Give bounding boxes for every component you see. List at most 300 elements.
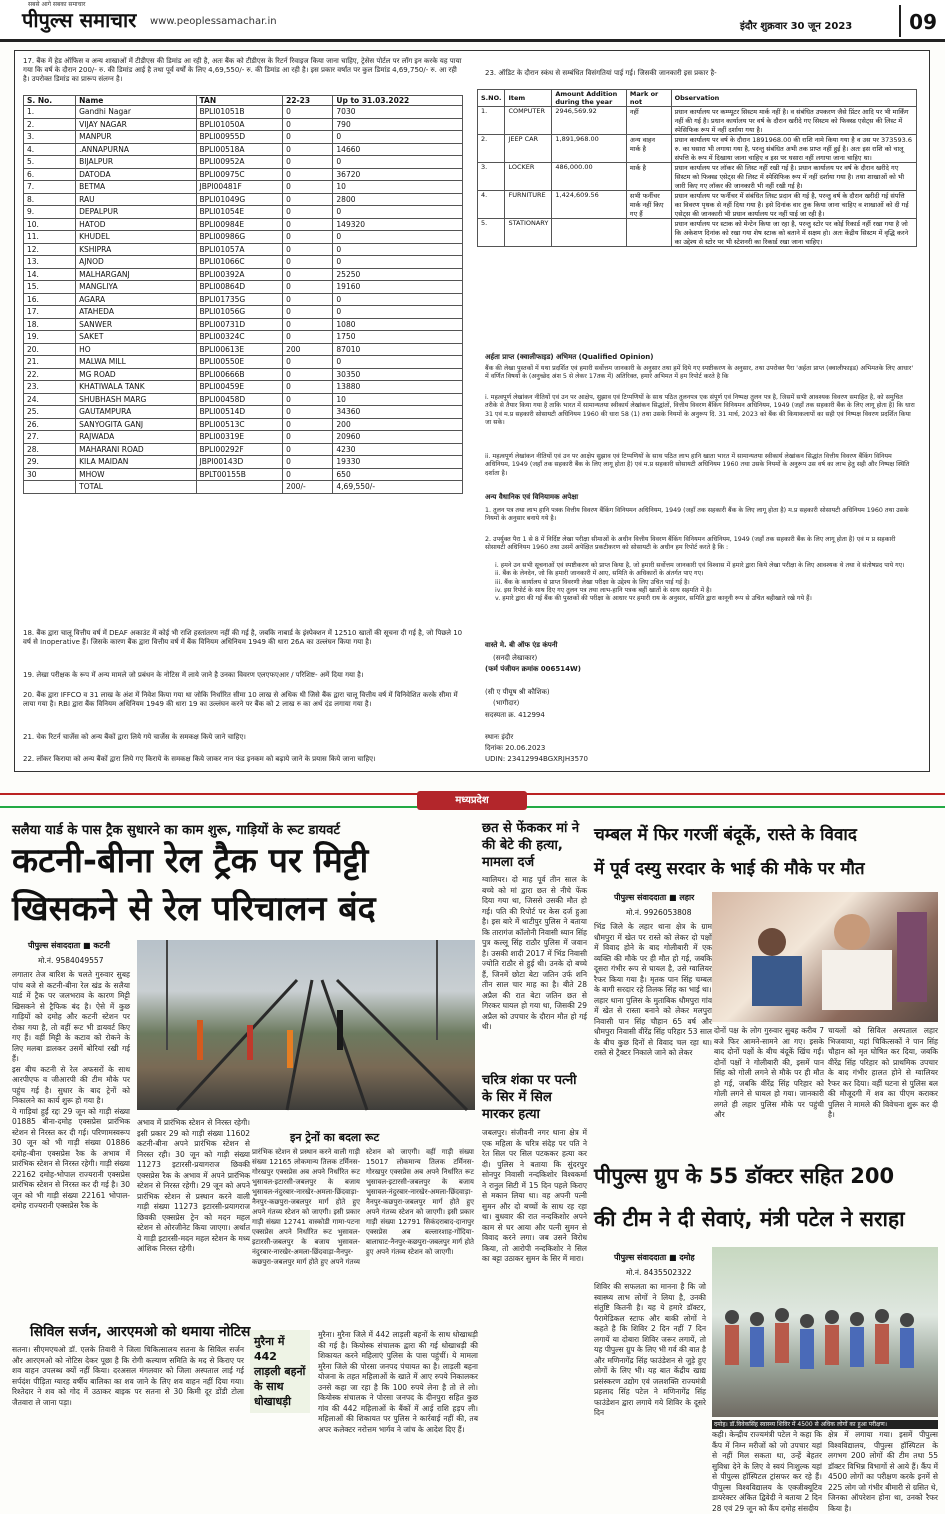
table-cell: 200 — [333, 418, 463, 431]
story3-headline: चरित्र शंका पर पत्नी के सिर में सिल मारकर हत्या — [482, 1073, 577, 1122]
table-cell: 0 — [333, 293, 463, 306]
table-cell: 10 — [333, 181, 463, 194]
story6-body: सतना। सीएमएचओ डॉ. एलके तिवारी ने जिला चिकित्सालय सतना के सिविल सर्जन और आरएमओ को नोटिस देकर पूछा है कि रोगी कल्याण समिति के मद से किराए पर शव वाहन उपलब्ध क्यों नहीं किया। दरअसल मंगलवार को जिला अस्पताल लाई गई सर्पदंश पीड़िता ग्यारह वर्षीय बालिका का शव जाने के लिए शव वाहन नहीं दिया गया। रिश्तेदार ने शव को गोद में उठाकर बाइक पर सतना से 30 किमी दूर डोंडी टोला जैतवारा ले जाना पड़ा। — [12, 1345, 244, 1407]
note-21: 21. चेक रिटर्न चार्जेस को अन्य बैंकों द्वारा लिये गये चार्जेस के समकक्ष किये जाने चाहिए। — [23, 733, 246, 741]
table-cell: 0 — [283, 281, 333, 294]
table-cell: 0 — [283, 431, 333, 444]
table-cell: AGARA — [76, 293, 196, 306]
table-row — [24, 456, 463, 469]
table-cell: 27. — [24, 431, 76, 444]
table-cell: BPLI01054E — [196, 206, 283, 219]
firm-sub: (सनदी लेखाकार) — [493, 654, 538, 662]
table-cell: ATAHEDA — [76, 306, 196, 319]
table-cell: 21. — [24, 356, 76, 369]
table-cell: 1,891,968.00 — [552, 135, 627, 163]
qualified-opinion-ii: ii. महत्वपूर्ण लेखांकन नीतियों एवं उन पर आक्षेप सुझाव एवं टिप्पणियों के साथ पठित लाभ हानि खाता भारत में सामान्यतया स्वीकार्य लेखांकन सिद्धांत वित्तीय विवरण बैंकिंग विनियम अधिनियम, 1949 (जहाँ तक सहकारी बैंक के लिए लागू होता है) एवं म.प्र सहकारी सोसायटी अधिनियम 1960 तथा उसके नियमों के अनुरूप उस वर्ष का लाभ हेतु सही और निष्पक्ष स्थिति दर्शाता है। — [485, 453, 910, 477]
table-cell: SAKET — [76, 331, 196, 344]
table-cell: DEPALPUR — [76, 206, 196, 219]
table-cell: STATIONARY — [505, 219, 552, 247]
table-cell: 10 — [333, 393, 463, 406]
table-cell: 8. — [24, 193, 76, 206]
table-row — [24, 118, 463, 131]
table-cell: 0 — [283, 331, 333, 344]
table-row — [24, 431, 463, 444]
story1-mobile: मो.नं. 9584049557 — [38, 956, 104, 965]
column-header: S. No. — [24, 96, 76, 106]
site-url[interactable]: www.peoplessamachar.in — [150, 16, 277, 27]
table-row — [24, 418, 463, 431]
table-cell: 5. — [24, 156, 76, 169]
table-cell: LOCKER — [505, 163, 552, 191]
rail-track-illustration — [137, 940, 475, 1110]
table-cell: प्रधान कार्यालय पर फर्नीचर में संबंधित लिस्ट प्रदान की गई है, परन्तु वर्ष के दौरान खरीदी गई संपत्ति का विवरण पृथक से नहीं दिया गया है। इसे दिनांक वार तुक किया जाना चाहिए व शाखाओं को दी गई एसेट्स की जानकारी भी प्रधान कार्यालय पर नहीं पाई जा रही है। — [671, 191, 916, 219]
table-cell: 4230 — [333, 443, 463, 456]
table-cell: BPLT00155B — [196, 468, 283, 481]
table-cell: 0 — [283, 318, 333, 331]
story5-body-3: क्षेत्र में लगाया गया। इसमें पीपुल्स विश्वविद्यालय, पीपुल्स हॉस्पिटल के लगभग 200 लोगों की टीम तथा 55 डॉक्टर विभिन्न विभागों से आये हैं। कैंप में 4500 लोगों का परीक्षण करके इनमें से 225 लोग जो गंभीर बीमारी से ग्रसित थे, जिनका ऑपरेशन होना था, उनको रैफर किया है। — [828, 1430, 938, 1513]
table-cell: KHATIWALA TANK — [76, 381, 196, 394]
table-cell: 11. — [24, 231, 76, 244]
table-row — [24, 306, 463, 319]
table-cell: 6. — [24, 168, 76, 181]
table-cell: 1. — [24, 106, 76, 119]
table-row — [24, 343, 463, 356]
column-header: 22-23 — [283, 96, 333, 106]
table-cell: 149320 — [333, 218, 463, 231]
story5-photo-health-camp — [712, 1247, 938, 1417]
table-cell: BPLI00613E — [196, 343, 283, 356]
table-cell: SHUBHASH MARG — [76, 393, 196, 406]
table-cell: BPLI00513C — [196, 418, 283, 431]
table-cell: BPLI00292F — [196, 443, 283, 456]
qualified-opinion-i: i. महत्वपूर्ण लेखांकन नीतियों एवं उन पर आक्षेप, सुझाव एवं टिप्पणियों के साथ पठित तुलनपत्र एक संपूर्ण एवं निष्पक्ष तुलन पत्र है, जिसमें सभी आवश्यक विवरण समाहित है, को समुचित तरीके से तैयार किया गया है ताकि भारत में सामान्यतया स्वीकार्य लेखांकन सिद्धांतों, वित्तीय विवरण बैंकिंग विनियमन अधिनियम, 1949 (जहाँ तक सहकारी बैंक के लिए लागू होता है) कि धारा 31 एवं म.प्र सहकारी सोसायटी अधिनियम 1960 की धारा 58 (1) तथा उसके नियमों के अनुरूप दि. 31 मार्च, 2023 को बैंक की कियाकलापों का सही एवं निष्पक्ष विवरण प्रदर्शित किया जा सके। — [485, 394, 915, 426]
table-cell: 2800 — [333, 193, 463, 206]
table-cell: 0 — [283, 168, 333, 181]
edition-date: इंदौर शुक्रवार 30 जून 2023 — [740, 21, 853, 32]
table-cell: DATODA — [76, 168, 196, 181]
table-cell: KSHIPRA — [76, 243, 196, 256]
story5-mobile: मो.नं. 8435502322 — [626, 1268, 692, 1277]
table-cell: 0 — [283, 293, 333, 306]
table-cell: 5. — [478, 219, 505, 247]
note-17: 17. बैंक में हेड ऑफिस व अन्य शाखाओं में टीडीएस की डिमांड आ रही है, अतः बैंक को टीडीएस के रिटर्न रिवाइज किया जाना चाहिए, ट्रेसेस पोर्टल पर लॉग इन करके यह पाया गया कि वर्ष के दौरान 200/- रु. की डिमांड आई है तथा पूर्व वर्षों के लिए 4,69,550/- रु. की डिमांड आ रही है। इस प्रकार वर्षांत पर कुल डिमांड 4,69,750/- रु. आ रही है। उपरोक्त डिमांड का प्रारूप संलग्न है। — [23, 57, 462, 83]
table-cell: सभी फर्नीचर मार्क नहीं किए गए हैं — [626, 191, 671, 219]
column-header: TAN — [196, 96, 283, 106]
table-cell: BPLI00666B — [196, 368, 283, 381]
route-box-body: प्रारंभिक स्टेशन से प्रस्थान करने वाली गाड़ी संख्या 12165 लोकमान्य तिलक टर्मिनस-गोरखपुर एक्सप्रेस अब अपने निर्धारित रूट भुसावल-इटारसी-जबलपुर के बजाय भुसावल-नंदुरबार-नारखेर-अमला-छिंदवाड़ा-नैनपुर-कछपुरा-जबलपुर मार्ग होते हुए अपने गंतव्य स्टेशन को जाएगी। इसी प्रकार गाड़ी संख्या 12741 वास्कोडी गामा-पटना एक्सप्रेस अपने निर्धारित रूट भुसावल-इटारसी-जबलपुर के बजाय भुसावल-नंदुरबार-नारखेर-अमला-छिंदवाड़ा-नैनपुर-कछपुरा-जबलपुर मार्ग होते हुए अपने गंतव्य स्टेशन को जाएगी। वहीं गाड़ी संख्या 15017 लोकमान्य तिलक टर्मिनस-गोरखपुर एक्सप्रेस अब अपने निर्धारित रूट भुसावल-इटारसी-जबलपुर के बजाय भुसावल-नंदुरबार-नारखेर-अमला-छिंदवाड़ा-नैनपुर-कछपुरा-जबलपुर मार्ग होते हुए अपने गंतव्य स्टेशन को जाएगी। इसी प्रकार गाड़ी संख्या 12791 सिकंदराबाद-दानापुर एक्सप्रेस अब बल्लारशाह-गोंदिया-बालाघाट-नैनपुर-कछपुरा-जबलपुर मार्ग होते हुए अपने गंतव्य स्टेशन को जाएगी। — [252, 1148, 474, 1266]
table-cell: 0 — [333, 356, 463, 369]
table-cell: 0 — [283, 356, 333, 369]
table-cell: 19160 — [333, 281, 463, 294]
table-cell: 13. — [24, 256, 76, 269]
table-cell: BPLI00864D — [196, 281, 283, 294]
table-cell: BPLI00550E — [196, 356, 283, 369]
story5-headline-1: पीपुल्स ग्रुप के 55 डॉक्टर सहित 200 — [594, 1164, 895, 1188]
table-cell: 18. — [24, 318, 76, 331]
table-cell: 0 — [283, 243, 333, 256]
table-cell: 0 — [283, 381, 333, 394]
table-cell: BPLI00459E — [196, 381, 283, 394]
table-row — [24, 356, 463, 369]
table-cell: नहीं — [626, 107, 671, 135]
table-cell: 0 — [283, 218, 333, 231]
table-cell: 0 — [283, 181, 333, 194]
legal-requirements-title: अन्य वैधानिक एवं विनियामक अपेक्षा — [485, 493, 579, 501]
table-cell: BPLI00518A — [196, 143, 283, 156]
story4-body: भिंड जिले के लहार थाना क्षेत्र के ग्राम धौमपुरा में खेत पर रास्ते को लेकर दो पक्षों में विवाद होने के बाद गोलीबारी में एक व्यक्ति की मौके पर ही मौत हो गई, जबकि दूसरा गंभीर रूप से घायल है, उसे ग्वालियर रैफर किया गया है। मृतक पान सिंह चम्बल के बागी सरदार रहे तिलक सिंह का भाई था। लहार थाना पुलिस के मुताबिक धौमपुरा गांव में खेत से रास्ता बनाने को लेकर मलपुरा निवासी पान सिंह चौहान 65 वर्ष और धौमपुरा निवासी वीरेंद्र सिंह परिहार 53 साल के बीच कुछ दिनों से विवाद चल रहा था। रास्ते से ट्रैक्टर निकाले जाने को लेकर — [594, 922, 712, 1057]
table-cell: .ANNAPURNA — [76, 143, 196, 156]
table-cell: MANPUR — [76, 131, 196, 144]
story4-headline-2: में पूर्व दस्यु सरदार के भाई की मौके पर मौत — [594, 859, 865, 879]
table-cell: 0 — [283, 406, 333, 419]
table-row — [24, 293, 463, 306]
table-row — [478, 107, 917, 135]
table-cell: 7030 — [333, 106, 463, 119]
column-header: Name — [76, 96, 196, 106]
audit-report-notice — [14, 50, 930, 772]
table-cell: प्रधान कार्यालय पर कम्प्यूटर सिस्टम मार्क नहीं है। व संबंधित उपकरण जैसे प्रिंटर आदि पर भी मार्किंग नहीं की गई है। प्रधान कार्यालय पर वर्ष के दौरान खरीदे गए सिस्टम को फिक्स्ड एसेट्स की लिस्ट में स्पेसिफिक रूप में नहीं दर्शाया गया है। — [671, 107, 916, 135]
table-row — [24, 243, 463, 256]
table-row — [24, 318, 463, 331]
table-cell: 20. — [24, 343, 76, 356]
table-cell: 24. — [24, 393, 76, 406]
table-cell: 0 — [283, 256, 333, 269]
story2-body: ग्वालियर। दो माह पूर्व तीन साल के बच्चे को मां द्वारा छत से नीचे फेंक दिया गया था, जिससे उसकी मौत हो गई। पति की रिपोर्ट पर केस दर्ज हुआ है। इस बारे में थाटीपुर पुलिस ने बताया कि तारागंज कॉलोनी निवासी ध्यान सिंह पुत्र कल्लू सिंह राठौर पुलिस में जवान है। उसकी शादी 2017 में भिंड निवासी ज्योति राठौर से हुई थी। उनके दो बच्चे हैं, जिनमें छोटा बेटा जतिन उर्फ शनि तीन साल चार माह का है। बीते 28 अप्रैल की रात बेटा जतिन छत से गिरकर घायल हो गया था, जिसकी 29 अप्रैल को उपचार के दौरान मौत हो गई थी। — [482, 875, 588, 1031]
table-cell: 650 — [333, 468, 463, 481]
table-cell: 0 — [333, 206, 463, 219]
table-cell: BPLI01056G — [196, 306, 283, 319]
column-header: Item — [505, 90, 552, 107]
table-cell: 0 — [283, 131, 333, 144]
table-cell: RAJWADA — [76, 431, 196, 444]
table-cell: 7. — [24, 181, 76, 194]
story5-body-2: कही। केन्द्रीय राज्यमंत्री पटेल ने कहा कि कैंप में निम्न मरीजों को जो उपचार यहां से नहीं मिल सकता था, उन्हें बेहतर सुविधा देने के लिए वे स्वयं निःशुल्क यहां से पीपुल्स हॉस्पिटल ट्रांसफर कर रहे हैं। पीपुल्स विश्वविद्यालय के एक्जीक्यूटिव डायरेक्टर अंकित द्विवेदी ने बताया 2 दिन 28 एवं 29 जून को कैंप दमोह संसदीय — [712, 1430, 822, 1513]
table-cell: 16. — [24, 293, 76, 306]
table-row — [24, 268, 463, 281]
story4-byline: पीपुल्स संवाददाता ■ लहार — [614, 893, 695, 902]
table-cell: अन्य वाहन मार्क है — [626, 135, 671, 163]
qualified-opinion-title: अर्हता प्राप्त (क्वालीफाइड) अभिमत (Qualified Opinion) — [485, 353, 654, 361]
table-cell: 0 — [333, 156, 463, 169]
tds-demand-table — [23, 95, 463, 494]
table-cell: मार्क है — [626, 163, 671, 191]
note-22: 22. लॉकर किराया को अन्य बैंकों द्वारा लिये गए किराये के समकक्ष किये जाकर नान फंड इनकम को बढ़ाये जाने के प्रयास किये जाना चाहिए। — [23, 755, 376, 763]
table-cell: KHUDEL — [76, 231, 196, 244]
table-cell: BPLI00458D — [196, 393, 283, 406]
table-cell: 0 — [283, 468, 333, 481]
qualified-opinion-para: बैंक की लेखा पुस्तकों में यथा प्रदर्शित एवं हमारी सर्वोत्तम जानकारी के अनुसार तथा हमें दिये गए स्पष्टीकरण के अनुसार, तथा उपरोक्त पैरा 'अर्हता प्राप्त (क्वालीफाइड) अभिमतके लिए आधार' में वर्णित विषयों के (अनुच्छेद अंश 5 से लेकर 17तक में) अतिरिक्त, हमारे अभिमत में हम रिपोर्ट करते है कि — [485, 365, 914, 381]
table-cell: COMPUTER — [505, 107, 552, 135]
table-cell: BPLI00319E — [196, 431, 283, 444]
table-cell: 790 — [333, 118, 463, 131]
table-cell: 200/- — [283, 481, 333, 494]
table-cell: 0 — [333, 243, 463, 256]
table-cell: 15. — [24, 281, 76, 294]
table-cell: 87010 — [333, 343, 463, 356]
table-cell: 36720 — [333, 168, 463, 181]
table-cell: 23. — [24, 381, 76, 394]
table-cell: 0 — [283, 231, 333, 244]
table-cell: BPLI00731D — [196, 318, 283, 331]
table-row — [24, 381, 463, 394]
table-row — [24, 193, 463, 206]
story5-headline-2: की टीम ने दी सेवाएं, मंत्री पटेल ने सराहा — [594, 1207, 905, 1231]
story4-body-2: दोनों पक्ष के लोग गुरुवार सुबह करीब 7 बजे फिर आमने-सामने आ गए। इसके बाद दोनों पक्षों के बीच बंदूकें खिंच गईं। दोनों पक्षों ने गोलीबारी की, इसमें पान सिंह को गोली लगने से मौके पर ही मौत हो गई, जबकि वीरेंद्र सिंह परिहार को गोली लगने से घायल हो गया। जानकारी लगते ही लहार पुलिस मौके पर पहुंची और — [714, 1026, 824, 1119]
table-cell: BPLI00984E — [196, 218, 283, 231]
table-cell: AJNOD — [76, 256, 196, 269]
table-row — [24, 156, 463, 169]
table-cell: 28. — [24, 443, 76, 456]
tds-table-body — [24, 106, 463, 494]
table-cell: MALWA MILL — [76, 356, 196, 369]
table-cell: 0 — [333, 231, 463, 244]
stock-table-header — [478, 90, 917, 107]
table-cell: 12. — [24, 243, 76, 256]
table-cell: BPLI00986G — [196, 231, 283, 244]
column-header: Observation — [671, 90, 916, 107]
table-cell: BPLI01049G — [196, 193, 283, 206]
story3-body: जबलपुर। संजीवनी नगर थाना क्षेत्र में एक महिला के चरित्र संदेह पर पति ने रेत सिल पर सिल पटककर हत्या कर दी। पुलिस ने बताया कि सुंदरपुर सोनपुर निवासी नन्दकिशोर विश्वकर्मा ने रानुल सिटी में 15 दिन पहले किराए से मकान लिया था। वह अपनी पत्नी सुमन और दो बच्चों के साथ रह रहा था। बुधवार की रात नन्दकिशोर अपने काम से घर आया और पत्नी सुमन से विवाद करने लगा। जब उसने विरोध किया, तो आरोपी नन्दकिशोर ने सिल का बट्टा उठाकर सुमन के सिर में मारा। — [482, 1128, 587, 1263]
story1-photo-rail-track — [137, 940, 475, 1110]
page-number: 09 — [909, 10, 937, 34]
story4-body-3: चायलों को सिविल अस्पताल लहार भिजवाया, यहां चिकित्सकों ने पान सिंह चौहान को मृत घोषित कर दिया, जबकि वीरेंद्र सिंह परिहार को प्राथमिक उपचार के बाद गंभीर हालत होने से ग्वालियर रैफर कर दिया। वहीं घटना से पुलिस बल की मौजूदगी में शव का पीएम कराकर पुलिस ने मामले की विवेचना शुरू कर दी है। — [828, 1026, 938, 1119]
table-cell: VIJAY NAGAR — [76, 118, 196, 131]
table-cell: TOTAL — [76, 481, 196, 494]
table-cell: BPLI01050A — [196, 118, 283, 131]
story1-body-2: अभाव में प्रारंभिक स्टेशन से निरस्त रहेगी। इसी प्रकार 29 को गाड़ी संख्या 11602 कटनी-बीना अपने प्रारंभिक स्टेशन से निरस्त रही। 30 जून को गाड़ी संख्या 11273 इटारसी-प्रयागराज छिवकी एक्सप्रेस रैक के अभाव में अपने प्रारंभिक स्टेशन से निरस्त रहेगी। 29 जून को अपने प्रारंभिक स्टेशन से प्रस्थान करने वाली गाड़ी संख्या 11273 इटारसी-प्रयागराज छिवकी एक्सप्रेस ट्रेन को मदन महल स्टेशन से ओरजीनेट किया जाएगा। अर्थात ये गाड़ी इटारसी-मदन महल स्टेशन के मध्य आंशिक निरस्त रहेगी। — [137, 1118, 250, 1253]
partner-role: (भागीदार) — [493, 699, 520, 707]
table-cell: BETMA — [76, 181, 196, 194]
table-row — [24, 206, 463, 219]
firm-registration: (फर्म पंजीयन क्रमांक 006514W) — [485, 665, 581, 673]
membership-number: सदस्यता क्र. 412994 — [485, 711, 545, 719]
crowd-illustration — [712, 1247, 938, 1417]
brand-tagline: सबसे आगे सबका समाचार — [28, 1, 86, 8]
table-cell: 22. — [24, 368, 76, 381]
table-cell: 2946,569.92 — [552, 107, 627, 135]
table-cell: JBPI00143D — [196, 456, 283, 469]
partner-name: (सी ए पीयूष श्री कौशिक) — [485, 688, 550, 696]
table-row — [24, 256, 463, 269]
story5-photo-caption: दमोह। डॉ.विवेकसिंह स्वास्थ्य शिविर में 4500 से अधिक लोगों का हुआ परीक्षण। — [712, 1420, 938, 1429]
table-cell: 0 — [283, 193, 333, 206]
table-cell — [196, 481, 283, 494]
firm-name: वास्ते मे. बी ऑफ एंड कंपनी — [485, 641, 558, 649]
tds-table-header — [24, 96, 463, 106]
table-cell: 4. — [24, 143, 76, 156]
story5-body: शिविर की सफलता का मानना है कि जो स्वास्थ्य लाभ लोगों ने लिया है, उनकी संतुष्टि कितनी है। यह ये हमारे डॉक्टर, पैरामेडिकल स्टाफ और बाकी लोगों ने कहते है कि शिविर 2 दिन नहीं 7 दिन लगायें या दोबारा शिविर जरूर लगायें, तो यह पीपुल्स ग्रुप के लिए भी गर्व की बात है और मणिनागेंद्र सिंह फाउंडेशन से जुड़े हुए लोगों के लिए भी। यह बात केंद्रीय खाद्य प्रसंस्करण उद्योग एवं जलशक्ति राज्यमंत्री प्रहलाद सिंह पटेल ने मणिनागेंद्र सिंह फाउंडेशन द्वारा लगाये गये शिविर के दूसरे दिन — [594, 1282, 707, 1417]
table-cell: 0 — [333, 306, 463, 319]
table-cell: JBPI00481F — [196, 181, 283, 194]
table-row — [24, 181, 463, 194]
stock-discrepancy-table — [477, 89, 917, 247]
table-row — [478, 219, 917, 247]
table-cell: 0 — [283, 368, 333, 381]
table-cell: BPLI01057A — [196, 243, 283, 256]
table-cell: 34360 — [333, 406, 463, 419]
table-cell: Gandhi Nagar — [76, 106, 196, 119]
table-cell: 1,424,609.56 — [552, 191, 627, 219]
table-cell: 0 — [283, 268, 333, 281]
table-cell: 19. — [24, 331, 76, 344]
table-cell: MALHARGANJ — [76, 268, 196, 281]
story4-headline-1: चम्बल में फिर गरजीं बंदूकें, रास्ते के विवाद — [594, 825, 857, 845]
table-cell: प्रधान कार्यालय पर लॉकर की लिस्ट नहीं रखी गई है। प्रधान कार्यालय पर वर्ष के दौरान खरीदे गए सिस्टम को फिक्स्ड एसेट्स की लिस्ट में स्पेसिफिक रूप में नहीं दर्शाया गया है। तथा शाखाओं को भी जारी किए गए लॉकर की जानकारी भी नहीं रखी गई है। — [671, 163, 916, 191]
table-cell: 0 — [333, 256, 463, 269]
table-cell: 26. — [24, 418, 76, 431]
table-cell: KILA MAIDAN — [76, 456, 196, 469]
table-cell: BPLI00952A — [196, 156, 283, 169]
table-row — [24, 218, 463, 231]
table-cell: 9. — [24, 206, 76, 219]
column-header: S.NO. — [478, 90, 505, 107]
table-cell: 0 — [283, 206, 333, 219]
table-row — [24, 406, 463, 419]
table-cell: 3. — [24, 131, 76, 144]
table-cell: 29. — [24, 456, 76, 469]
masthead — [0, 0, 945, 42]
table-cell: JEEP CAR — [505, 135, 552, 163]
table-cell — [626, 219, 671, 247]
story4-mobile: मो.नं. 9926053808 — [626, 908, 692, 917]
table-cell: BPLI00975C — [196, 168, 283, 181]
table-row — [478, 191, 917, 219]
table-cell — [24, 481, 76, 494]
table-row — [24, 468, 463, 481]
table-cell: GAUTAMPURA — [76, 406, 196, 419]
story7-headline: मुरैना में 442 लाड़ली बहनों के साथ धोखाधड़ी — [250, 1330, 310, 1413]
table-cell: BPLI01735G — [196, 293, 283, 306]
story1-headline-2: खिसकने से रेल परिचालन बंद — [12, 889, 376, 929]
table-cell: MG ROAD — [76, 368, 196, 381]
table-cell: 0 — [333, 131, 463, 144]
table-cell: 10. — [24, 218, 76, 231]
udin: UDIN: 23412994BGXRJH3570 — [485, 755, 588, 763]
table-cell: 19330 — [333, 456, 463, 469]
dated: दिनांकः 20.06.2023 — [485, 744, 546, 752]
table-cell: 486,000.00 — [552, 163, 627, 191]
story2-headline: छत से फेंककर मां ने की बेटे की हत्या, मामला दर्ज — [482, 821, 580, 870]
table-cell: 2. — [478, 135, 505, 163]
column-header: Amount Addition during the year — [552, 90, 627, 107]
table-cell: 14660 — [333, 143, 463, 156]
table-cell: 13880 — [333, 381, 463, 394]
column-header: Up to 31.03.2022 — [333, 96, 463, 106]
route-box-title: इन ट्रेनों का बदला रूट — [290, 1131, 380, 1144]
section-label: मध्यप्रदेश — [417, 791, 527, 810]
table-cell: BPLI00324C — [196, 331, 283, 344]
table-cell: 0 — [283, 156, 333, 169]
table-cell: HO — [76, 343, 196, 356]
table-cell: 0 — [283, 443, 333, 456]
hospital-scene-illustration — [712, 892, 938, 1022]
story1-headline-1: कटनी-बीना रेल ट्रैक पर मिट्टी — [12, 841, 369, 881]
table-cell: SANYOGITA GANJ — [76, 418, 196, 431]
table-cell: MAHARANI ROAD — [76, 443, 196, 456]
table-cell: BPLI01066C — [196, 256, 283, 269]
table-row — [24, 168, 463, 181]
table-cell: 25250 — [333, 268, 463, 281]
table-cell: MANGLIYA — [76, 281, 196, 294]
column-header: Mark or not — [626, 90, 671, 107]
stock-table-body — [478, 107, 917, 247]
story7-body: मुरैना। मुरैना जिले में 442 लाड़ली बहनों के साथ धोखाधड़ी की गई है। कियोस्क संचालक द्वारा की गई धोखाधड़ी की शिकायत करने महिलाएं पुलिस के पास पहुंचीं। ये मामला मुरैना जिले की पोरसा जनपद पंचायत का है। लाड़ली बहना योजना के तहत महिलाओं के खाते में आए रुपये निकालकर उनसे कहा जा रहा है कि 100 रुपये लेना है तो ले लो। कियोस्क संचालक ने पोरसा जनपद के दीनपुरा सहित कुछ गांव की 442 महिलाओं के बैंकों में आई राशि हड़प ली। महिलाओं की शिकायत पर पुलिस ने कार्रवाई नहीं की, तब अपर कलेक्टर नरोत्तम भार्गव ने जांच के आदेश दिए हैं। — [318, 1330, 478, 1434]
table-cell: 0 — [283, 306, 333, 319]
table-cell: 20960 — [333, 431, 463, 444]
table-cell: प्रधान कार्यालय पर वर्ष के दौरान 1891968.00 की राशि नामे किया गया है व उस पर 373593.6 रु. का घसारा भी लगाया गया है, परन्तु संबंधित अभी तक प्राप्त नहीं हुई है। अतः इस राशि को चालू संपत्ति के रूप में दिखाया जाना चाहिए व इस पर घसारा नहीं लगाया जाना चाहिए था। — [671, 135, 916, 163]
table-cell: 25. — [24, 406, 76, 419]
table-row — [478, 163, 917, 191]
table-row — [24, 231, 463, 244]
note-19: 19. लेखा परीक्षक के रूप में अन्य मामले जो प्रबंधन के नोटिस में लाये जाने है उनका विवरण एलएफएआर / परिशिष्ट- अमें दिया गया है। — [23, 671, 364, 679]
note-20: 20. बैंक द्वारा IFFCO व 31 लाख के अंश में निवेश किया गया था जोकि निर्धारित सीमा 10 लाख से अधिक थी जिसे बैंक द्वारा चालू वित्तीय वर्ष में विनिवेशित करके सीमा में लाया गया है। RBI द्वारा बैंक विनियम अधिनियम 1949 की धारा 19 का उल्लंघन करने पर बैंक को 2 लाख रु का अर्थ दंड लगाया गया है। — [23, 691, 458, 708]
table-cell: 0 — [283, 106, 333, 119]
table-cell: 30 — [24, 468, 76, 481]
story1-body: लगातार तेज बारिश के चलते गुरुवार सुबह पांच बजे से कटनी-बीना रेल खंड के सलैया यार्ड में ट्रैक पर जलभराव के कारण मिट्टी खिसकने से ट्रैफिक बंद है। ऐसे में कुछ गाड़ियों को दमोह और कटनी स्टेशन पर रोका गया है, तो वहीं रूट भी डायवर्ट किए गए हैं। वहीं मिट्टी के कटाव को रोकने के लिए मलबा डालकर उसमें बोरियां रखी गई हैं। इस बीच कटनी से रेल अफसरों के साथ आरपीएफ व जीआरपी की टीम मौके पर पहुंच गई है। सुधार के बाद ट्रेनों को निकालने का कार्य शुरू हो गया है। ये गाड़ियां हुईं रद्दः 29 जून को गाड़ी संख्या 01885 बीना-दमोह एक्सप्रेस प्रारंभिक स्टेशन से निरस्त कर दी गई। परिणामस्वरूप 30 जून को भी गाड़ी संख्या 01886 दमोह-बीना एक्सप्रेस रैक के अभाव में प्रारंभिक स्टेशन से निरस्त रहेगी। गाड़ी संख्या 22162 दमोह-भोपाल राज्यरानी एक्सप्रेस प्रारंभिक स्टेशन से निरस्त कर दी गई है। 30 जून को भी गाड़ी संख्या 22161 भोपाल-दमोह राज्यरानी एक्सप्रेस रैक के — [12, 970, 130, 1210]
table-cell: 1. — [478, 107, 505, 135]
story1-byline: पीपुल्स संवाददाता ■ कटनी — [28, 941, 111, 950]
table-row — [24, 443, 463, 456]
table-cell: BIJALPUR — [76, 156, 196, 169]
table-cell: 0 — [283, 456, 333, 469]
table-cell: 4,69,550/- — [333, 481, 463, 494]
table-row — [24, 106, 463, 119]
table-cell: 14. — [24, 268, 76, 281]
table-cell: MHOW — [76, 468, 196, 481]
table-cell: HATOD — [76, 218, 196, 231]
table-row — [24, 393, 463, 406]
table-cell: FURNITURE — [505, 191, 552, 219]
table-cell: 30350 — [333, 368, 463, 381]
table-cell: 0 — [283, 393, 333, 406]
table-cell: 0 — [283, 418, 333, 431]
table-cell: प्रधान कार्यालय पर स्टाक को मेन्टेन किया जा रहा है, परन्तु स्टोर पर कोई रिकार्ड नहीं रखा गया है जो कि अकेशण दिनांक को रखा गया शेष स्टाक को बताने में सक्षम हो। अतः केंद्रीय सिस्टम में वृद्धि करने का उद्देश्य से स्टोर पर भी स्टेशनरी का रिकार्ड रखा जाना चाहिए। — [671, 219, 916, 247]
table-row — [24, 143, 463, 156]
note-23: 23. ऑडिट के दौरान स्कंध से सम्बंधित विसंगतियां पाई गई। जिसकी जानकारी इस प्रकार है- — [485, 69, 717, 77]
story5-byline: पीपुल्स संवाददाता ■ दमोह — [614, 1253, 695, 1262]
table-row — [24, 368, 463, 381]
table-cell: BPLI00955D — [196, 131, 283, 144]
table-cell: 2. — [24, 118, 76, 131]
legal-point-2: 2. उपर्युक्त पैरा 1 से 8 में निर्दिष्ट लेखा परीक्षा सीमाओं के अधीन वित्तीय विवरण बैंकिंग विनियमन अधिनियम, 1949 (जहाँ तक सहकारी बैंक के लिए लागू होता है) एवं म प्र सहकारी सोसायटी अधिनियम 1960 तथा उसमें अपेक्षित प्रकटीकरण को सोसायटी के अधीन हम रिपोर्ट करते है कि : — [485, 536, 896, 552]
table-cell: 0 — [283, 118, 333, 131]
brand-logo: पीपुल्स समाचार — [22, 8, 137, 32]
table-row — [24, 131, 463, 144]
table-cell: 17. — [24, 306, 76, 319]
story4-photo-injured-man — [712, 892, 938, 1022]
table-cell: 1080 — [333, 318, 463, 331]
table-cell: 0 — [283, 143, 333, 156]
story1-kicker: सलैया यार्ड के पास ट्रैक सुधारने का काम शुरू, गाड़ियों के रूट डायवर्ट — [12, 823, 340, 838]
table-cell: RAU — [76, 193, 196, 206]
table-row — [24, 331, 463, 344]
note-18: 18. बैंक द्वारा चालू वित्तीय वर्ष में DEAF अकाउंट में कोई भी राशि हस्तांतरण नहीं की गई है, जबकि नाबार्ड के इंस्पेक्शन में 12510 खातों की सूचना दी गई है, जो पिछले 10 वर्ष से Inoperative हैं। जिसके कारण बैंक द्वारा वित्तीय वर्ष में बैंक विनियम अधिनियम 1949 की धारा 26A का उल्लंघन किया गया है। — [23, 629, 463, 646]
table-cell: 200 — [283, 343, 333, 356]
table-cell: 3. — [478, 163, 505, 191]
table-cell: SANWER — [76, 318, 196, 331]
table-row — [24, 481, 463, 494]
legal-point-list: i. हमने उन सभी सूचनाओं एवं स्पष्टीकरण को प्राप्त किया है, जो हमारी सर्वोत्तम जानकारी एवं विश्वास में हमारे द्वारा किये लेखा परीक्षा के लिए आवश्यक थे तथा वे संतोषप्रद पाये गए। ii. बैंक के लेनदेन, जो कि हमारी जानकारी में आए, समिति के अधिकारों के अंतर्गत पाए गए। iii. बैंक के कार्यालय से प्राप्त विवरणी लेखा परीक्षा के उद्देश्य के लिए उचित पाई गई है। iv. इस रिपोर्ट के साथ दिए गए तुलन पत्र तथा लाभ-हानि पत्रक बहीं खातों के साथ सहमति में है। v. हमारे द्वारा की गई बैंक की पुस्तकों की परीक्षा के आधार पर हमारी राय के अनुसार, समिति द्वारा कानूनी रूप से उचित बहीखाते रखे गये हैं। — [495, 562, 905, 603]
table-cell: BPLI00514D — [196, 406, 283, 419]
table-cell: 1750 — [333, 331, 463, 344]
legal-point-1: 1. तुलन पत्र तथा लाभ हानि पत्रक वित्तीय विवरण बैंकिंग विनियमन अधिनियम, 1949 (जहाँ तक सहकारी बैंक के लिए लागू होता है) म.प्र सहकारी सोसायटी अधिनियम 1960 तथा उसके नियमों के अनुसार बनाये गये है। — [485, 507, 909, 523]
table-cell: BPLI01051B — [196, 106, 283, 119]
place: स्थानः इंदौर — [485, 733, 514, 741]
table-cell: BPLI00392A — [196, 268, 283, 281]
table-row — [24, 281, 463, 294]
story6-headline: सिविल सर्जन, आरएमओ को थमाया नोटिस — [30, 1324, 251, 1340]
table-row — [478, 135, 917, 163]
